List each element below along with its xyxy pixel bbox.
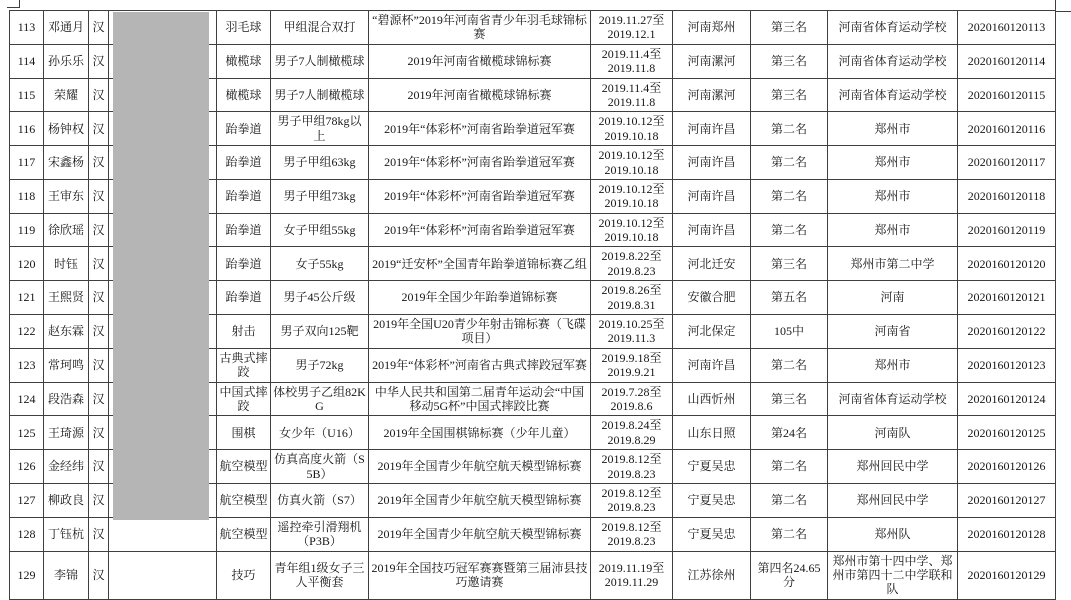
- table-row: [10, 551, 1056, 599]
- ethnicity: 汉: [89, 517, 109, 551]
- location: 河南漯河: [673, 44, 751, 78]
- date-range: [591, 416, 673, 450]
- competition-name: 2019年全国U20青少年射击锦标赛（飞碟项目）: [369, 315, 591, 349]
- event: 男子甲组63kg: [271, 146, 369, 180]
- competition-name: 2019年河南省橄榄球锦标赛: [369, 78, 591, 112]
- location: 河南许昌: [673, 146, 751, 180]
- table-row: [10, 517, 1056, 551]
- ethnicity: 汉: [89, 315, 109, 349]
- date-end: 2019.10.18: [604, 196, 659, 211]
- date-range: [591, 281, 673, 315]
- rank: 第二名: [751, 483, 828, 517]
- registration-number: 2020160120127: [958, 483, 1056, 517]
- ethnicity: 汉: [89, 382, 109, 416]
- date-end: 2019.10.18: [604, 128, 659, 143]
- date-end: 2019.11.3: [607, 331, 656, 346]
- date-range: [591, 348, 673, 382]
- row-number: 121: [10, 281, 44, 315]
- ethnicity: 汉: [89, 483, 109, 517]
- rank: 第二名: [751, 146, 828, 180]
- registration-number: 2020160120123: [958, 348, 1056, 382]
- unit: 郑州队: [828, 517, 958, 551]
- athlete-name: 金经纬: [44, 450, 89, 484]
- competition-name: 2019“迁安杯”全国青年跆拳道锦标赛乙组: [369, 247, 591, 281]
- athlete-name: 徐欣瑶: [44, 213, 89, 247]
- date-end: 2019.12.1: [607, 27, 656, 42]
- sport: 跆拳道: [217, 281, 271, 315]
- row-number: 129: [10, 551, 44, 599]
- sport: 航空模型: [217, 517, 271, 551]
- date-start: 2019.10.12至: [598, 114, 665, 129]
- event: 遥控牵引滑翔机（P3B）: [271, 517, 369, 551]
- unit: 河南队: [828, 416, 958, 450]
- date-start: 2019.10.12至: [598, 181, 665, 196]
- event: 男子72kg: [271, 348, 369, 382]
- event: 男子7人制橄榄球: [271, 78, 369, 112]
- registration-number: 2020160120120: [958, 247, 1056, 281]
- date-range: [591, 483, 673, 517]
- registration-number: 2020160120125: [958, 416, 1056, 450]
- sport: 航空模型: [217, 483, 271, 517]
- ethnicity: 汉: [89, 44, 109, 78]
- competition-name: 2019年“体彩杯”河南省跆拳道冠军赛: [369, 213, 591, 247]
- athlete-name: 赵东霖: [44, 315, 89, 349]
- location: 宁夏吴忠: [673, 450, 751, 484]
- location: 河南许昌: [673, 348, 751, 382]
- rank: 第三名: [751, 11, 828, 45]
- unit: 郑州市第十四中学、郑州市第四十二中学联和队: [828, 551, 958, 599]
- ethnicity: 汉: [89, 179, 109, 213]
- date-end: 2019.11.8: [607, 94, 656, 109]
- sport: 橄榄球: [217, 78, 271, 112]
- athlete-name: 荣耀: [44, 78, 89, 112]
- event: 男子甲组73kg: [271, 179, 369, 213]
- date-end: 2019.10.18: [604, 162, 659, 177]
- date-end: 2019.8.23: [607, 466, 656, 481]
- date-start: 2019.10.12至: [598, 148, 665, 163]
- location: 河南许昌: [673, 179, 751, 213]
- event: 青年组1级女子三人平衡套: [271, 551, 369, 599]
- competition-name: “碧源杯”2019年河南省青少年羽毛球锦标赛: [369, 11, 591, 45]
- location: 河南许昌: [673, 112, 751, 146]
- date-start: 2019.8.12至: [601, 485, 662, 500]
- row-number: 128: [10, 517, 44, 551]
- redacted-photo-cell: [109, 517, 217, 551]
- rank: 第二名: [751, 348, 828, 382]
- unit: 郑州市: [828, 213, 958, 247]
- location: 江苏徐州: [673, 551, 751, 599]
- athlete-name: 王审东: [44, 179, 89, 213]
- event: 女子55kg: [271, 247, 369, 281]
- rank: 第二名: [751, 112, 828, 146]
- registration-number: 2020160120115: [958, 78, 1056, 112]
- unit: 郑州市: [828, 179, 958, 213]
- date-start: 2019.10.12至: [598, 215, 665, 230]
- location: 河南许昌: [673, 213, 751, 247]
- row-number: 113: [10, 11, 44, 45]
- location: 河南郑州: [673, 11, 751, 45]
- date-range: [591, 11, 673, 45]
- row-number: 125: [10, 416, 44, 450]
- event: 男子双向125靶: [271, 315, 369, 349]
- unit: 郑州市: [828, 146, 958, 180]
- redacted-photo-cell: [109, 551, 217, 599]
- unit: 河南省: [828, 315, 958, 349]
- date-end: 2019.8.23: [607, 534, 656, 549]
- date-range: [591, 450, 673, 484]
- rank: 第三名: [751, 44, 828, 78]
- location: 河南漯河: [673, 78, 751, 112]
- sport: 跆拳道: [217, 247, 271, 281]
- date-end: 2019.10.18: [604, 230, 659, 245]
- sport: 羽毛球: [217, 11, 271, 45]
- unit: 河南省体育运动学校: [828, 44, 958, 78]
- sport: 跆拳道: [217, 146, 271, 180]
- competition-name: 2019年全国围棋锦标赛（少年儿童）: [369, 416, 591, 450]
- date-end: 2019.8.23: [607, 500, 656, 515]
- rank: 第二名: [751, 213, 828, 247]
- athlete-name: 王琦源: [44, 416, 89, 450]
- unit: 河南省体育运动学校: [828, 382, 958, 416]
- row-number: 126: [10, 450, 44, 484]
- date-range: [591, 551, 673, 599]
- rank: 第二名: [751, 179, 828, 213]
- date-start: 2019.8.24至: [601, 418, 662, 433]
- competition-name: 2019年“体彩杯”河南省跆拳道冠军赛: [369, 179, 591, 213]
- ethnicity: 汉: [89, 281, 109, 315]
- row-number: 123: [10, 348, 44, 382]
- unit: 河南省体育运动学校: [828, 78, 958, 112]
- unit: 郑州市第二中学: [828, 247, 958, 281]
- row-number: 124: [10, 382, 44, 416]
- registration-number: 2020160120129: [958, 551, 1056, 599]
- date-start: 2019.8.22至: [601, 249, 662, 264]
- athlete-name: 王熙贤: [44, 281, 89, 315]
- competition-name: 2019年全国少年跆拳道锦标赛: [369, 281, 591, 315]
- athlete-name: 时钰: [44, 247, 89, 281]
- rank: 第三名: [751, 247, 828, 281]
- athlete-name: 常珂鸣: [44, 348, 89, 382]
- competition-name: 2019年全国青少年航空航天模型锦标赛: [369, 517, 591, 551]
- registration-number: 2020160120118: [958, 179, 1056, 213]
- event: 男子7人制橄榄球: [271, 44, 369, 78]
- date-end: 2019.11.8: [607, 61, 656, 76]
- date-start: 2019.11.4至: [601, 46, 662, 61]
- date-range: [591, 112, 673, 146]
- ethnicity: 汉: [89, 11, 109, 45]
- date-end: 2019.8.31: [607, 297, 656, 312]
- row-number: 119: [10, 213, 44, 247]
- location: 安徽合肥: [673, 281, 751, 315]
- ethnicity: 汉: [89, 112, 109, 146]
- athlete-name: 宋鑫杨: [44, 146, 89, 180]
- unit: 郑州市: [828, 348, 958, 382]
- sport: 技巧: [217, 551, 271, 599]
- registration-number: 2020160120126: [958, 450, 1056, 484]
- unit: 郑州市: [828, 112, 958, 146]
- event: 女子甲组55kg: [271, 213, 369, 247]
- date-end: 2019.8.23: [607, 263, 656, 278]
- date-range: [591, 315, 673, 349]
- rank: 第24名: [751, 416, 828, 450]
- unit: 河南省体育运动学校: [828, 11, 958, 45]
- sport: 射击: [217, 315, 271, 349]
- ethnicity: 汉: [89, 416, 109, 450]
- rank: 第四名24.65分: [751, 551, 828, 599]
- registration-number: 2020160120113: [958, 11, 1056, 45]
- athlete-name: 邓通月: [44, 11, 89, 45]
- ethnicity: 汉: [89, 146, 109, 180]
- date-start: 2019.8.12至: [601, 519, 662, 534]
- ethnicity: 汉: [89, 551, 109, 599]
- sport: 航空模型: [217, 450, 271, 484]
- athlete-name: 杨钟权: [44, 112, 89, 146]
- athlete-name: 李锦: [44, 551, 89, 599]
- rank: 第三名: [751, 78, 828, 112]
- ethnicity: 汉: [89, 450, 109, 484]
- registration-number: 2020160120119: [958, 213, 1056, 247]
- row-number: 122: [10, 315, 44, 349]
- date-start: 2019.11.19至: [598, 560, 665, 575]
- date-range: [591, 179, 673, 213]
- date-range: [591, 517, 673, 551]
- location: 河北保定: [673, 315, 751, 349]
- date-end: 2019.11.29: [604, 575, 659, 590]
- rank: 第三名: [751, 382, 828, 416]
- sport: 围棋: [217, 416, 271, 450]
- event: 女少年（U16）: [271, 416, 369, 450]
- event: 男子45公斤级: [271, 281, 369, 315]
- registration-number: 2020160120122: [958, 315, 1056, 349]
- row-number: 120: [10, 247, 44, 281]
- event: 甲组混合双打: [271, 11, 369, 45]
- registration-number: 2020160120124: [958, 382, 1056, 416]
- sport: 古典式摔跤: [217, 348, 271, 382]
- athlete-name: 丁钰杭: [44, 517, 89, 551]
- competition-name: 2019年全国青少年航空航天模型锦标赛: [369, 483, 591, 517]
- date-range: [591, 382, 673, 416]
- row-number: 114: [10, 44, 44, 78]
- competition-name: 中华人民共和国第二届青年运动会“中国移动5G杯”中国式摔跤比赛: [369, 382, 591, 416]
- registration-number: 2020160120114: [958, 44, 1056, 78]
- date-start: 2019.7.28至: [601, 384, 662, 399]
- competition-name: 2019年“体彩杯”河南省古典式摔跤冠军赛: [369, 348, 591, 382]
- row-number: 117: [10, 146, 44, 180]
- sport: 中国式摔跤: [217, 382, 271, 416]
- sport: 跆拳道: [217, 112, 271, 146]
- location: 宁夏吴忠: [673, 483, 751, 517]
- date-end: 2019.8.6: [610, 398, 653, 413]
- date-start: 2019.11.4至: [601, 80, 662, 95]
- event: 男子甲组78kg以上: [271, 112, 369, 146]
- location: 山西忻州: [673, 382, 751, 416]
- row-number: 127: [10, 483, 44, 517]
- date-start: 2019.11.27至: [598, 13, 665, 27]
- row-number: 116: [10, 112, 44, 146]
- date-start: 2019.8.26至: [601, 283, 662, 298]
- event: 仿真高度火箭（S5B）: [271, 450, 369, 484]
- athlete-name: 柳政良: [44, 483, 89, 517]
- unit: 郑州回民中学: [828, 450, 958, 484]
- registration-number: 2020160120128: [958, 517, 1056, 551]
- ethnicity: 汉: [89, 247, 109, 281]
- date-range: [591, 213, 673, 247]
- location: 宁夏吴忠: [673, 517, 751, 551]
- location: 山东日照: [673, 416, 751, 450]
- row-number: 118: [10, 179, 44, 213]
- partial-cell-top-right: [1055, 0, 1071, 12]
- date-range: [591, 146, 673, 180]
- date-range: [591, 78, 673, 112]
- sport: 橄榄球: [217, 44, 271, 78]
- redacted-photo-block: [113, 12, 209, 520]
- date-start: 2019.9.18至: [601, 350, 662, 365]
- rank: 105中: [751, 315, 828, 349]
- sport: 跆拳道: [217, 213, 271, 247]
- date-range: [591, 44, 673, 78]
- row-number: 115: [10, 78, 44, 112]
- ethnicity: 汉: [89, 213, 109, 247]
- event: 仿真火箭（S7）: [271, 483, 369, 517]
- unit: 郑州回民中学: [828, 483, 958, 517]
- sport: 跆拳道: [217, 179, 271, 213]
- competition-name: 2019年“体彩杯”河南省跆拳道冠军赛: [369, 146, 591, 180]
- date-start: 2019.8.12至: [601, 452, 662, 467]
- date-end: 2019.8.29: [607, 432, 656, 447]
- athlete-name: 段浩森: [44, 382, 89, 416]
- date-range: [591, 247, 673, 281]
- competition-name: 2019年“体彩杯”河南省跆拳道冠军赛: [369, 112, 591, 146]
- location: 河北迁安: [673, 247, 751, 281]
- unit: 河南: [828, 281, 958, 315]
- event: 体校男子乙组82KG: [271, 382, 369, 416]
- registration-number: 2020160120121: [958, 281, 1056, 315]
- rank: 第二名: [751, 450, 828, 484]
- rank: 第二名: [751, 517, 828, 551]
- competition-name: 2019年全国技巧冠军赛赛暨第三届沛县技巧邀请赛: [369, 551, 591, 599]
- partial-row-border-fragment: [7, 7, 20, 8]
- date-end: 2019.9.21: [607, 365, 656, 380]
- ethnicity: 汉: [89, 78, 109, 112]
- registration-number: 2020160120116: [958, 112, 1056, 146]
- athlete-name: 孙乐乐: [44, 44, 89, 78]
- rank: 第五名: [751, 281, 828, 315]
- ethnicity: 汉: [89, 348, 109, 382]
- registration-number: 2020160120117: [958, 146, 1056, 180]
- competition-name: 2019年河南省橄榄球锦标赛: [369, 44, 591, 78]
- date-start: 2019.10.25至: [598, 317, 665, 332]
- competition-name: 2019年全国青少年航空航天模型锦标赛: [369, 450, 591, 484]
